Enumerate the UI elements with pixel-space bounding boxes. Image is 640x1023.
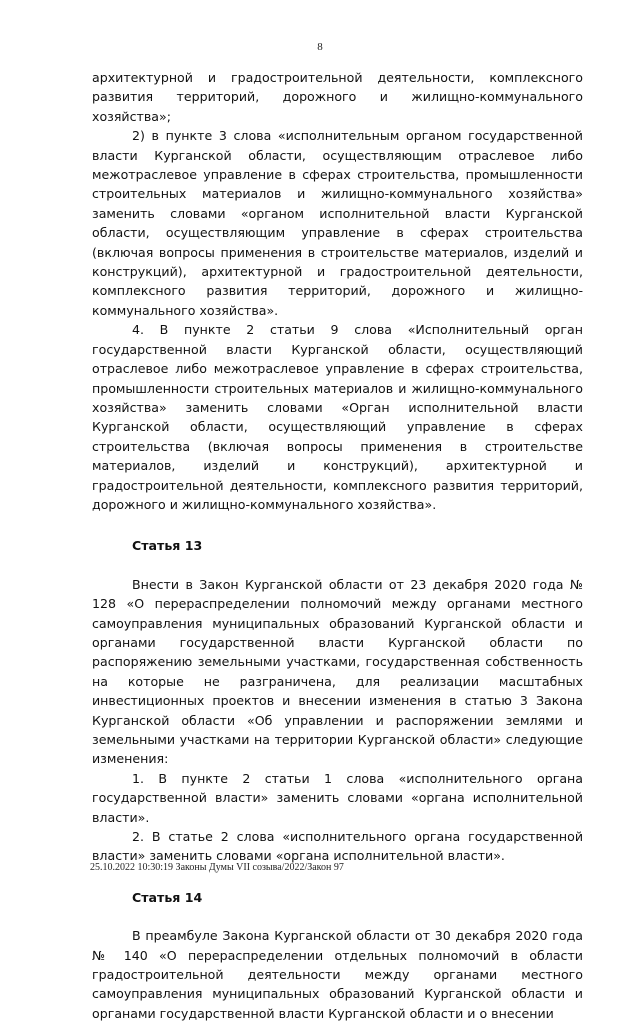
paragraph-continuation: архитектурной и градостроительной деятельности, комплексного развития территорий, дорожного и жилищно-коммунального хозяйства»; <box>92 70 583 124</box>
article-14-paragraph: В преамбуле Закона Курганской области от 30 декабря 2020 года № 140 «О перераспределении отдельных полномочий в области градостроительной деятельности между органами местного самоуправления муниципальных образований Курганской области и органами государственной власти Курганской области и о внесении <box>92 928 583 1021</box>
article-13-paragraph: Внести в Закон Курганской области от 23 декабря 2020 года № 128 «О перераспределении полномочий между органами местного самоуправления муниципальных образований Курганской области и органами государственной власти Курганской области по распоряжению земельными участками, государственная собственность на которые не разграничена, для реализации масштабных инвестиционных проектов и внесении изменения в статью 3 Закона Курганской области «Об управлении и распоряжении землями и земельными участками на территории Курганской области» следующие изменения: <box>92 576 583 767</box>
paragraph-item-4: 4. В пункте 2 статьи 9 слова «Исполнительный орган государственной власти Курганской области, осуществляющий отраслевое либо межотраслевое управление в сферах строительства, промышленности строительных материалов и жилищно-коммунального хозяйства» заменить словами «Орган исполнительной власти Курганской области, осуществляющий управление в сферах строительства (включая вопросы применения в строительстве материалов, изделий и конструкций), архитектурной и градостроительной деятельности, комплексного развития территорий, дорожного и жилищно-коммунального хозяйства». <box>92 322 583 512</box>
paragraph-item-2: 2) в пункте 3 слова «исполнительным органом государственной власти Курганской области, осуществляющим отраслевое либо межотраслевое управление в сферах строительства, промышленности строительных материалов и жилищно-коммунального хозяйства» заменить словами «органом исполнительной власти Курганской области, осуществляющим управление в сферах строительства (включая вопросы применения в строительстве материалов, изделий и конструкций), архитектурной и градостроительной деятельности, комплексного развития территорий, дорожного и жилищно-коммунального хозяйства». <box>92 128 583 318</box>
document-footer: 25.10.2022 10:30:19 Законы Думы VII созыва/2022/Закон 97 <box>90 862 344 873</box>
article-13-heading: Статья 13 <box>132 538 203 554</box>
article-13-item-1: 1. В пункте 2 статьи 1 слова «исполнительного органа государственной власти» заменить словами «органа исполнительной власти». <box>92 770 583 825</box>
page-number: 8 <box>317 41 323 53</box>
document-body <box>92 68 583 1023</box>
article-13-item-2: 2. В статье 2 слова «исполнительного органа государственной власти» заменить словами «органа исполнительной власти». <box>92 829 583 864</box>
article-14-heading: Статья 14 <box>132 889 203 905</box>
